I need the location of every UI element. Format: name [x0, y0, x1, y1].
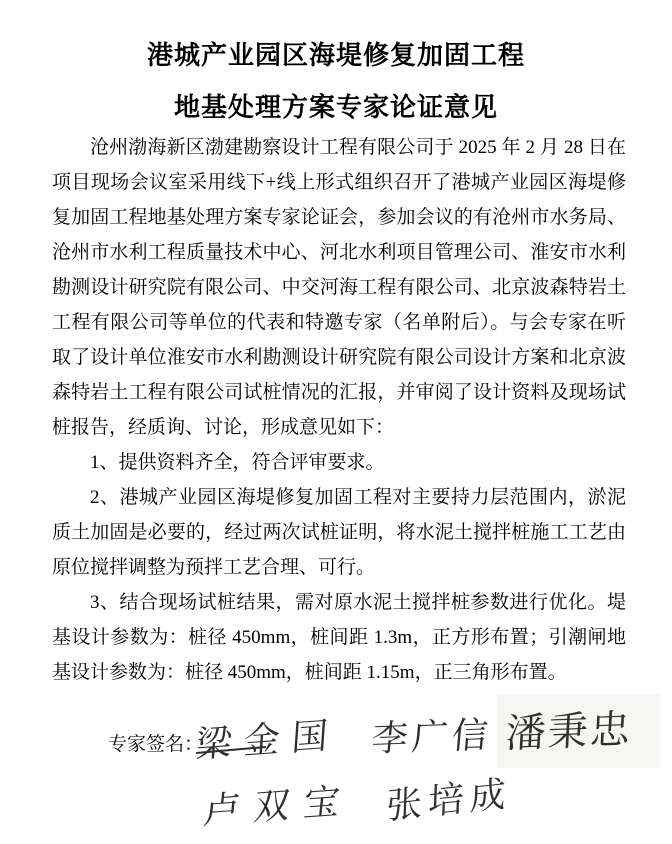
signature-name-2: 李广信	[370, 714, 494, 760]
body-line: 勘测设计研究院有限公司、中交河海工程有限公司、北京波森特岩土	[52, 277, 626, 298]
signature-name-1: 梁金国	[194, 714, 342, 766]
body-line: 沧州渤海新区渤建勘察设计工程有限公司于 2025 年 2 月 28 日在	[90, 137, 626, 158]
body-line: 基设计参数为：桩径 450mm，桩间距 1.15m，正三角形布置。	[52, 662, 567, 683]
body-line: 原位搅拌调整为预拌工艺合理、可行。	[52, 557, 376, 578]
body-line: 森特岩土工程有限公司试桩情况的汇报，并审阅了设计资料及现场试	[52, 382, 626, 403]
signature-name-5: 张培成	[385, 773, 513, 827]
body-line: 项目现场会议室采用线下+线上形式组织召开了港城产业园区海堤修	[52, 172, 626, 193]
document-title-line1: 港城产业园区海堤修复加固工程	[146, 41, 525, 70]
signature-label: 专家签名：	[108, 734, 204, 755]
document-title-line2: 地基处理方案专家论证意见	[173, 93, 498, 122]
body-line: 复加固工程地基处理方案专家论证会，参加会议的有沧州市水务局、	[52, 207, 626, 228]
body-line-item-2: 2、港城产业园区海堤修复加固工程对主要持力层范围内，淤泥	[90, 487, 626, 508]
body-line: 沧州市水利工程质量技术中心、河北水利项目管理公司、淮安市水利	[52, 242, 626, 263]
body-line: 桩报告，经质询、讨论，形成意见如下：	[52, 417, 395, 438]
document-body	[52, 130, 626, 690]
body-line-item-3: 3、结合现场试桩结果，需对原水泥土搅拌桩参数进行优化。堤	[90, 592, 626, 613]
signature-name-3: 潘秉忠	[504, 706, 633, 757]
body-line: 取了设计单位淮安市水利勘测设计研究院有限公司设计方案和北京波	[52, 347, 626, 368]
body-line: 质土加固是必要的，经过两次试桩证明，将水泥土搅拌桩施工工艺由	[52, 522, 626, 543]
body-line: 基设计参数为：桩径 450mm，桩间距 1.3m，正方形布置；引潮闸地	[52, 627, 626, 648]
body-line-item-1: 1、提供资料齐全，符合评审要求。	[90, 452, 385, 473]
signature-name-4: 卢双宝	[201, 780, 356, 832]
body-line: 工程有限公司等单位的代表和特邀专家（名单附后）。与会专家在听	[52, 312, 626, 333]
